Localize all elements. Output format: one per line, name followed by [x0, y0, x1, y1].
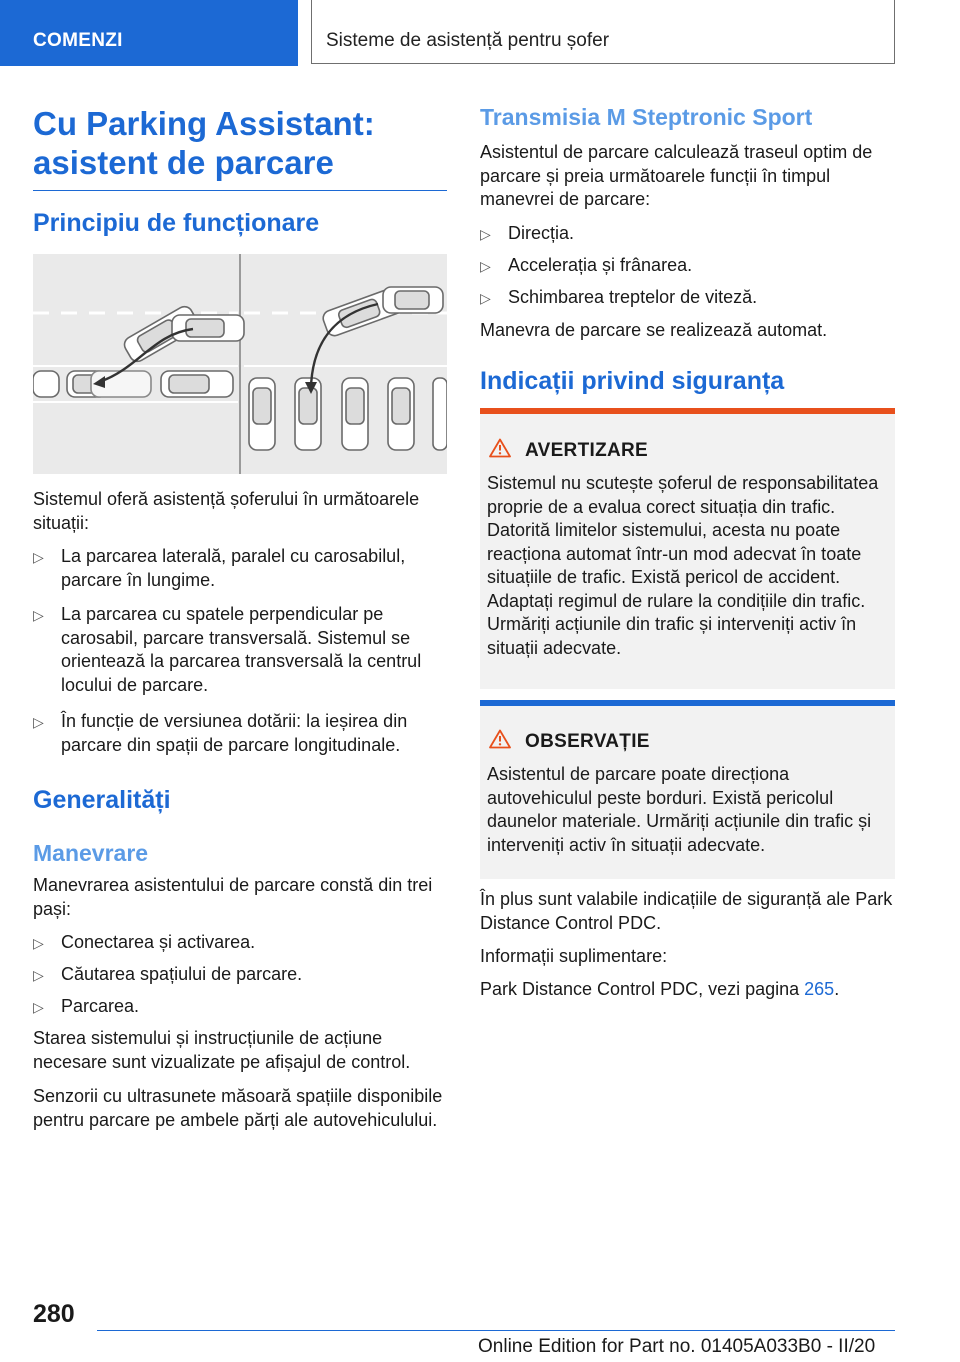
triangle-bullet-icon: ▷ — [480, 226, 491, 242]
caution-triangle-icon — [489, 729, 511, 749]
list-item: ▷ Direcția. — [480, 222, 894, 246]
sensors-paragraph: Senzorii cu ultrasunete măsoară spațiile disponibile pentru parcare pe ambele părți ale autovehiculului. — [33, 1086, 443, 1130]
intro-paragraph: Sistemul oferă asistență șoferului în următoarele situații: — [33, 489, 420, 533]
list-item: ▷ Parcarea. — [33, 995, 447, 1019]
list-item: ▷ La parcarea cu spatele perpendicular pe carosabil, parcare transversală. Sistemul se orientează la parcarea transversală la centrul locului de parcare. — [33, 604, 422, 695]
page-number: 280 — [33, 1300, 75, 1328]
warning-text: Sistemul nu scutește șoferul de responsabilitatea proprie de a evalua corect situația din trafic. Datorită limitelor sistemului, acesta nu poate reacționa automat într-un mod adecvat în toate situațiile de trafic. Există pericol de accident. Adaptați regimul de rulare la condițiile din trafic. Urmăriți acțiunile din trafic și interveniți activ în situații adecvate. — [487, 473, 879, 658]
maneuver-intro: Manevrarea asistentului de parcare constă din trei pași: — [33, 875, 433, 919]
list-item: ▷ Schimbarea treptelor de viteză. — [480, 286, 894, 310]
transmission-paragraph: Asistentul de parcare calculează traseul optim de parcare și preia următoarele funcții în timpul manevrei de parcare: — [480, 142, 873, 209]
triangle-bullet-icon: ▷ — [33, 714, 44, 730]
triangle-bullet-icon: ▷ — [33, 549, 44, 565]
list-item: ▷ În funcție de versiunea dotării: la ieșirea din parcare din spații de parcare longitudinale. — [33, 711, 408, 755]
note-text: Asistentul de parcare poate direcționa autovehiculul peste borduri. Există pericolul daunelor materiale. Urmăriți acțiunile din trafic și interveniți activ în situații adecvate. — [487, 764, 872, 855]
heading-general: Generalități — [33, 786, 171, 814]
chapter-title: Sisteme de asistență pentru șofer — [311, 0, 895, 64]
list-item: ▷ Conectarea și activarea. — [33, 931, 447, 955]
status-paragraph: Starea sistemului și instrucțiunile de acțiune necesare sunt vizualizate pe afișajul de control. — [33, 1028, 411, 1072]
triangle-bullet-icon: ▷ — [33, 967, 44, 983]
heading-transmission: Transmisia M Steptronic Sport — [480, 104, 813, 130]
edition-text: Online Edition for Part no. 01405A033B0 - II/20 — [478, 1336, 876, 1357]
list-item: ▷ Accelerația și frânarea. — [480, 254, 894, 278]
triangle-bullet-icon: ▷ — [33, 999, 44, 1015]
pdc-paragraph: În plus sunt valabile indicațiile de siguranță ale Park Distance Control PDC. — [480, 889, 893, 933]
note-box — [480, 700, 895, 879]
heading-principle: Principiu de funcționare — [33, 209, 320, 237]
list-item: ▷ La parcarea laterală, paralel cu carosabilul, parcare în lungime. — [33, 546, 406, 590]
warning-box — [480, 408, 895, 689]
auto-paragraph: Manevra de parcare se realizează automat. — [480, 320, 828, 340]
triangle-bullet-icon: ▷ — [33, 607, 44, 623]
warning-triangle-icon — [489, 438, 511, 458]
triangle-bullet-icon: ▷ — [480, 290, 491, 306]
parking-illustration — [33, 254, 447, 474]
list-item: ▷ Căutarea spațiului de parcare. — [33, 963, 447, 987]
note-title: OBSERVAȚIE — [525, 731, 650, 752]
section-tab: COMENZI — [0, 0, 298, 66]
warning-title: AVERTIZARE — [525, 440, 648, 461]
heading-maneuver: Manevrare — [33, 840, 149, 866]
footer-divider — [97, 1330, 895, 1331]
page-header — [0, 0, 960, 66]
more-info-label: Informații suplimentare: — [480, 946, 668, 966]
page-reference-link[interactable]: 265 — [804, 979, 835, 999]
triangle-bullet-icon: ▷ — [480, 258, 491, 274]
page-title: Cu Parking Assistant: asistent de parcare — [33, 104, 447, 191]
heading-safety: Indicații privind siguranța — [480, 367, 785, 395]
triangle-bullet-icon: ▷ — [33, 935, 44, 951]
reference-paragraph: Park Distance Control PDC, vezi pagina 265. — [480, 979, 840, 999]
